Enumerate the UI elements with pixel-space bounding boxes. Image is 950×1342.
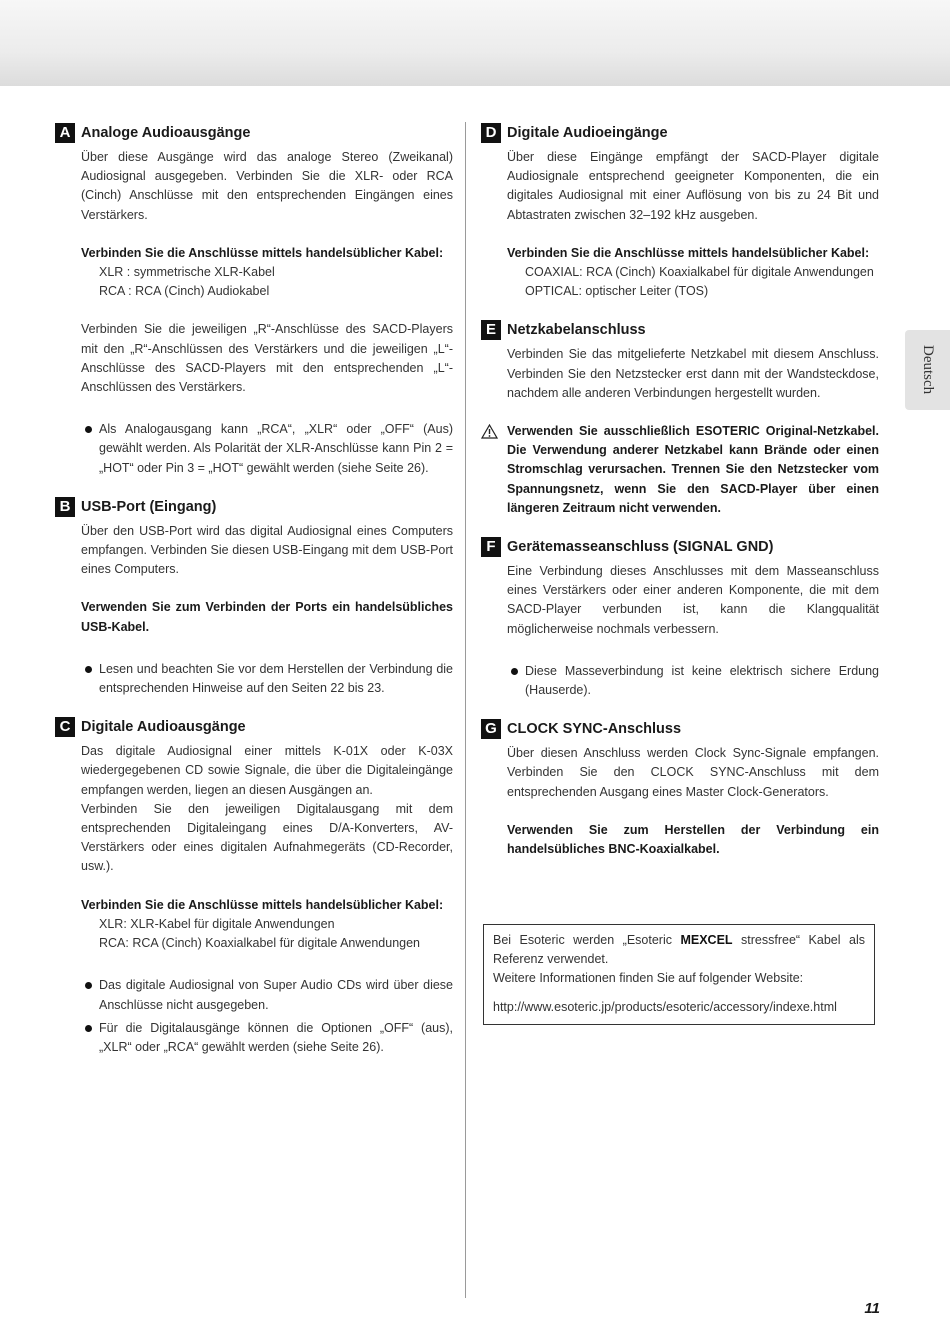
section-c-cable-heading: Verbinden Sie die Anschlüsse mittels handelsüblicher Kabel: (81, 897, 444, 912)
section-a-cable-rca: RCA : RCA (Cinch) Audiokabel (99, 284, 270, 299)
infobox-text-after: stressfree“ Kabel als Referenz verwendet. (493, 933, 865, 967)
section-g-header (481, 718, 879, 740)
section-e-intro: Verbinden Sie das mitgelieferte Netzkabel mit diesem Anschluss. Verbinden Sie den Netzstecker erst dann mit der Wandsteckdose, nachdem alle anderen Verbindungen hergestellt wurden. (507, 347, 879, 400)
section-d-title: Digitale Audioeingänge (507, 125, 668, 141)
infobox-brand: MEXCEL (680, 933, 733, 947)
section-c-cable-xlr: XLR: XLR-Kabel für digitale Anwendungen (99, 916, 335, 931)
section-a-connect-text: Verbinden Sie die jeweiligen „R“-Anschlüsse des SACD-Players mit den „R“-Anschlüssen des Verstärkers und die jeweiligen „L“-Anschlüsse des SACD-Players mit den entsprechenden „L“-Anschlüssen des Verstärkers. (81, 322, 453, 395)
section-d-letter: D (481, 123, 501, 143)
section-a-letter: A (55, 123, 75, 143)
infobox-line-2: Weitere Informationen finden Sie auf folgender Website: (493, 971, 804, 986)
section-f-intro: Eine Verbindung dieses Anschlusses mit dem Masseanschluss eines Verstärkers oder einer anderen Komponente, die mit dem SACD-Player verbunden ist, kann die Klangqualität möglicherweise nochmals verbessern. (507, 564, 879, 636)
section-a-title: Analoge Audioausgänge (81, 125, 251, 141)
section-c-header (55, 716, 453, 738)
section-f-header (481, 536, 879, 558)
section-e-letter: E (481, 320, 501, 340)
section-d (481, 122, 879, 301)
section-a-intro: Über diese Ausgänge wird das analoge Stereo (Zweikanal) Audiosignal ausgegeben. Verbinden Sie die XLR- oder RCA (Cinch) Anschlüsse mit den entsprechenden Eingängen eines Verstärkers. (81, 150, 453, 222)
section-c-bullet-1: Das digitale Audiosignal von Super Audio CDs wird über diese Anschlüsse nicht ausgegeben. (81, 976, 453, 1014)
section-g (481, 718, 879, 859)
language-tab-label: Deutsch (920, 345, 936, 395)
section-d-cable-optical: OPTICAL: optischer Leiter (TOS) (525, 284, 709, 299)
infobox-url-link[interactable]: http://www.esoteric.jp/products/esoteric/accessory/indexe.html (493, 999, 837, 1014)
section-f-bullet: Diese Masseverbindung ist keine elektrisch sichere Erdung (Hauserde). (507, 662, 879, 700)
section-c-cable-rca: RCA: RCA (Cinch) Koaxialkabel für digitale Anwendungen (99, 936, 421, 951)
section-c-bullet-2: Für die Digitalausgänge können die Optionen „OFF“ (aus), „XLR“ oder „RCA“ gewählt werden (siehe Seite 26). (81, 1019, 453, 1057)
section-c-letter: C (55, 717, 75, 737)
column-divider (465, 122, 466, 1298)
warning-icon (481, 422, 501, 518)
section-b-header (55, 496, 453, 518)
section-a-cable-heading: Verbinden Sie die Anschlüsse mittels handelsüblicher Kabel: (81, 245, 444, 260)
language-tab (905, 330, 950, 410)
infobox-line-1 (493, 931, 865, 969)
section-g-note: Verwenden Sie zum Herstellen der Verbindung ein handelsübliches BNC-Koaxialkabel. (507, 822, 879, 857)
left-column (55, 122, 453, 1057)
section-a-header (55, 122, 453, 144)
section-a (55, 122, 453, 478)
section-f (481, 536, 879, 700)
section-a-cable-xlr: XLR : symmetrische XLR-Kabel (99, 265, 275, 280)
section-c-intro: Das digitale Audiosignal einer mittels K-01X oder K-03X wiedergegebenen CD sowie Signale, die über die Digitaleingänge empfangen werden, liegen an diesen Ausgängen an. (81, 744, 453, 797)
section-b-title: USB-Port (Eingang) (81, 498, 217, 515)
section-e (481, 319, 879, 518)
section-e-warning (481, 422, 879, 518)
infobox-text-before: Bei Esoteric werden „Esoteric (493, 933, 681, 947)
section-b-note: Verwenden Sie zum Verbinden der Ports ein handelsübliches USB-Kabel. (81, 600, 453, 634)
section-d-cable-coaxial: COAXIAL: RCA (Cinch) Koaxialkabel für digitale Anwendungen (525, 265, 874, 280)
section-b-intro: Über den USB-Port wird das digital Audiosignal eines Computers empfangen. Verbinden Sie diesen USB-Eingang mit dem USB-Port eines Computers. (81, 523, 453, 577)
section-d-intro: Über diese Eingänge empfängt der SACD-Player digitale Audiosignale entsprechend geeigneter Komponenten, die ein digitales Audiosignal mit einer Auflösung von bis zu 24 Bit und Abtastraten zwischen 32–192 kHz ausgeben. (507, 150, 879, 222)
section-a-bullet: Als Analogausgang kann „RCA“, „XLR“ oder „OFF“ (Aus) gewählt werden. Als Polarität der XLR-Anschlüsse kann Pin 2 = „HOT“ oder Pin 3 = „HOT“ gewählt werden (siehe Seite 26). (81, 420, 453, 478)
page-number: 11 (864, 1300, 880, 1317)
section-g-title: CLOCK SYNC-Anschluss (507, 721, 682, 738)
section-e-title: Netzkabelanschluss (507, 322, 646, 339)
section-c-title: Digitale Audioausgänge (81, 719, 246, 736)
section-c-intro-2: Verbinden Sie den jeweiligen Digitalausgang mit dem entsprechenden Digitaleingang eines D/A-Konverters, AV-Verstärkers oder eines digitalen Aufnahmegeräts (CD-Recorder, usw.). (81, 801, 453, 874)
header-band (0, 0, 950, 86)
section-d-cable-heading: Verbinden Sie die Anschlüsse mittels handelsüblicher Kabel: (507, 245, 870, 260)
section-f-title: Gerätemasseanschluss (SIGNAL GND) (507, 539, 774, 556)
section-g-intro: Über diesen Anschluss werden Clock Sync-Signale empfangen. Verbinden Sie den CLOCK SYNC-Anschluss mit dem entsprechenden Ausgang eines Master Clock-Generators. (507, 746, 879, 799)
section-f-letter: F (481, 537, 501, 557)
section-e-header (481, 319, 879, 341)
section-b (55, 496, 453, 698)
section-e-warning-text: Verwenden Sie ausschließlich ESOTERIC Original-Netzkabel. Die Verwendung anderer Netzkabel kann Brände oder einen Stromschlag verursachen. Trennen Sie den Netzstecker vom Spannungsnetz, wenn Sie den SACD-Player über einen längeren Zeitraum nicht verwenden. (507, 424, 879, 515)
reference-info-box (483, 924, 875, 1025)
right-column (481, 122, 879, 859)
section-d-header (481, 122, 879, 144)
section-b-bullet: Lesen und beachten Sie vor dem Herstellen der Verbindung die entsprechenden Hinweise auf den Seiten 22 bis 23. (81, 660, 453, 698)
section-g-letter: G (481, 719, 501, 739)
section-c (55, 716, 453, 1057)
section-b-letter: B (55, 497, 75, 517)
